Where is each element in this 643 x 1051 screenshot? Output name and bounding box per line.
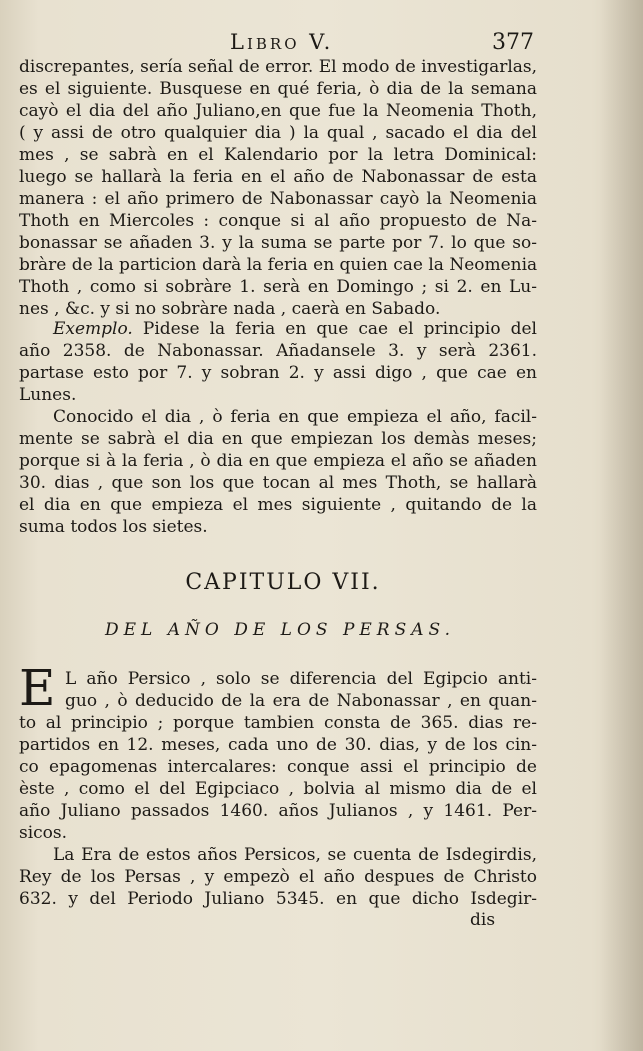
paragraph-3 — [19, 406, 537, 538]
text-line: mente se sabrà el dia en que empiezan los demàs meses; — [19, 429, 537, 449]
catchword: dis — [470, 910, 496, 930]
text-line: sicos. — [19, 823, 68, 843]
text-line: partase esto por 7. y sobran 2. y assi digo , que cae en — [19, 363, 537, 383]
text-line: año 2358. de Nabonassar. Añadansele 3. y serà 2361. — [19, 341, 537, 361]
text-line — [19, 318, 537, 340]
text-line: es el siguiente. Busquese en qué feria, ò dia de la semana — [19, 79, 537, 99]
text-line: bràre de la particion darà la feria en quien cae la Neomenia — [19, 255, 538, 275]
text-line: Rey de los Persas , y empezò el año despues de Christo — [19, 867, 537, 887]
text-line: bonassar se añaden 3. y la suma se parte por 7. lo que so- — [19, 233, 537, 253]
drop-cap: E — [19, 659, 56, 717]
text-line: to al principio ; porque tambien consta de 365. dias re- — [19, 713, 537, 733]
text-line: mes , se sabrà en el Kalendario por la letra Dominical: — [19, 145, 537, 165]
text-line: ( y assi de otro qualquier dia ) la qual , sacado el dia del — [19, 123, 537, 143]
paragraph-2 — [19, 318, 537, 406]
text-line: Thoth en Miercoles : conque si al año propuesto de Na- — [19, 211, 537, 231]
text-line: manera : el año primero de Nabonassar cayò la Neomenia — [19, 189, 537, 209]
example-label: Exemplo. — [53, 319, 133, 339]
chapter-subtitle: DEL AÑO DE LOS PERSAS. — [105, 620, 455, 640]
page-edge-shadow — [600, 0, 643, 1051]
text-line: 30. dias , que son los que tocan al mes Thoth, se hallarà — [19, 473, 537, 493]
text-line: Conocido el dia , ò feria en que empieza el año, facil- — [53, 407, 537, 427]
running-title: Libro V. — [230, 30, 334, 54]
paragraph-1 — [19, 56, 537, 320]
text-line: cayò el dia del año Juliano,en que fue la Neomenia Thoth, — [19, 101, 537, 121]
text-line: Thoth , como si sobràre 1. serà en Domingo ; si 2. en Lu- — [19, 277, 537, 297]
text-line: La Era de estos años Persicos, se cuenta de Isdegirdis, — [53, 845, 537, 865]
text-line: porque si à la feria , ò dia en que empieza el año se añaden — [19, 451, 537, 471]
chapter-title: CAPITULO VII. — [185, 570, 381, 595]
text-line: èste , como el del Egipciaco , bolvia al mismo dia de el — [19, 779, 537, 799]
text-line: co epagomenas intercalares: conque assi el principio de — [19, 757, 537, 777]
text-line: partidos en 12. meses, cada uno de 30. dias, y de los cin- — [19, 735, 537, 755]
paragraph-5 — [19, 844, 537, 910]
text-line: el dia en que empieza el mes siguiente , quitando de la — [19, 495, 537, 515]
text-line: año Juliano passados 1460. años Julianos , y 1461. Per- — [19, 801, 537, 821]
text-line: L año Persico , solo se diferencia del Egipcio anti- — [65, 669, 537, 689]
text-line: Lunes. — [19, 385, 77, 405]
paragraph-4 — [19, 668, 537, 844]
example-first-line: Pidese la feria en que cae el principio del — [132, 319, 537, 339]
text-line: suma todos los sietes. — [19, 517, 208, 537]
text-line: guo , ò deducido de la era de Nabonassar , en quan- — [65, 691, 537, 711]
text-line: nes , &c. y si no sobràre nada , caerà en Sabado. — [19, 299, 441, 319]
text-line: luego se hallarà la feria en el año de Nabonassar de esta — [19, 167, 537, 187]
page-number: 377 — [492, 30, 534, 55]
text-line: discrepantes, sería señal de error. El modo de investigarlas, — [19, 57, 538, 77]
text-line: 632. y del Periodo Juliano 5345. en que dicho Isdegir- — [19, 889, 537, 909]
